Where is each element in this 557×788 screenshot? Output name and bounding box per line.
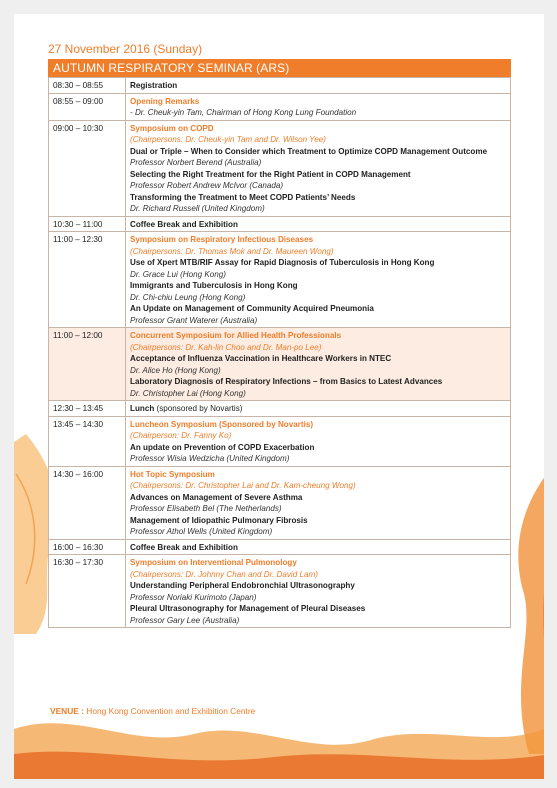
schedule-time: 08:55 – 09:00 [49,93,126,120]
talk-title: Pleural Ultrasonography for Management of Pleural Diseases [130,604,366,613]
talk-speaker: Professor Gary Lee (Australia) [130,615,240,625]
programme-table-frame [48,59,511,628]
session-subtitle: - Dr. Cheuk-yin Tam, Chairman of Hong Kong Lung Foundation [130,108,357,117]
programme-page [14,14,544,779]
session-title-text: Opening Remarks [130,96,200,106]
schedule-time: 08:30 – 08:55 [49,78,126,94]
schedule-content [126,232,511,328]
schedule-time: 12:30 – 13:45 [49,401,126,417]
schedule-time: 11:00 – 12:30 [49,232,126,328]
talk-speaker: Professor Athol Wells (United Kingdom) [130,527,273,536]
session-title-text: Registration [130,81,178,90]
session-title [130,234,506,246]
session-title [130,419,506,431]
talk-speaker: Professor Grant Waterer (Australia) [130,315,258,325]
talk-speaker: Dr. Christopher Lai (Hong Kong) [130,388,246,398]
session-title-text: Symposium on Interventional Pulmonology [130,558,297,567]
schedule-row [49,120,511,216]
programme-table [48,77,511,628]
session-title-text: Luncheon Symposium (Sponsored by Novartis) [130,419,314,429]
schedule-row [49,328,511,401]
schedule-row [49,216,511,232]
talk-speaker: Professor Norbert Berend (Australia) [130,158,262,167]
talk-title: Acceptance of Influenza Vaccination in Healthcare Workers in NTEC [130,354,392,363]
schedule-content [126,555,511,628]
session-chairpersons: (Chairpersons: Dr. Thomas Mok and Dr. Maureen Wong) [130,246,334,256]
schedule-content [126,401,511,417]
session-title [130,80,506,92]
session-title-text: Coffee Break and Exhibition [130,542,238,552]
session-title-text: Symposium on COPD [130,123,214,133]
talk-title: Understanding Peripheral Endobronchial Ultrasonography [130,581,355,590]
schedule-content [126,539,511,555]
schedule-row [49,466,511,539]
schedule-row [49,416,511,466]
schedule-time: 16:30 – 17:30 [49,555,126,628]
schedule-time: 13:45 – 14:30 [49,416,126,466]
talk-title: An update on Prevention of COPD Exacerbation [130,442,315,452]
session-title [130,96,506,108]
talk-speaker: Dr. Alice Ho (Hong Kong) [130,365,221,375]
schedule-row [49,78,511,94]
schedule-row [49,93,511,120]
schedule-content [126,416,511,466]
venue-value: Hong Kong Convention and Exhibition Centre [83,706,256,716]
event-date: 27 November 2016 (Sunday) [48,42,203,56]
schedule-content [126,466,511,539]
talk-title: Transforming the Treatment to Meet COPD Patients’ Needs [130,192,356,202]
venue-line [50,706,255,716]
session-chairpersons: (Chairpersons: Dr. Cheuk-yin Tam and Dr. Wilson Yee) [130,135,326,144]
talk-speaker: Dr. Chi-chiu Leung (Hong Kong) [130,292,246,302]
talk-speaker: Professor Robert Andrew McIvor (Canada) [130,181,284,190]
session-title-text: Lunch [130,404,155,413]
session-chairpersons: (Chairpersons: Dr. Kah-lin Choo and Dr. Man-po Lee) [130,342,322,352]
session-chairpersons: (Chairpersons: Dr. Johnny Chan and Dr. David Lam) [130,569,318,579]
schedule-time: 10:30 – 11:00 [49,216,126,232]
schedule-content [126,216,511,232]
talk-title: Dual or Triple – When to Consider which Treatment to Optimize COPD Management Outcome [130,146,488,156]
session-title [130,557,506,569]
schedule-row [49,401,511,417]
schedule-time: 09:00 – 10:30 [49,120,126,216]
schedule-row [49,232,511,328]
talk-speaker: Dr. Richard Russell (United Kingdom) [130,204,265,213]
talk-title: Laboratory Diagnosis of Respiratory Infections – from Basics to Latest Advances [130,377,443,386]
talk-title: Selecting the Right Treatment for the Right Patient in COPD Management [130,169,411,179]
schedule-content [126,78,511,94]
session-title [130,219,506,231]
talk-speaker: Dr. Grace Lui (Hong Kong) [130,269,226,279]
session-title-text: Concurrent Symposium for Allied Health Professionals [130,331,342,340]
talk-title: Immigrants and Tuberculosis in Hong Kong [130,281,298,290]
schedule-row [49,539,511,555]
session-title [130,542,506,554]
session-title [130,123,506,135]
schedule-time: 14:30 – 16:00 [49,466,126,539]
session-title-text: Hot Topic Symposium [130,469,215,479]
talk-title: An Update on Management of Community Acquired Pneumonia [130,304,374,313]
session-title [130,403,506,415]
talk-title: Advances on Management of Severe Asthma [130,492,303,502]
venue-label: VENUE : [50,706,84,716]
schedule-time: 16:00 – 16:30 [49,539,126,555]
talk-speaker: Professor Elisabeth Bel (The Netherlands) [130,504,282,513]
session-title [130,469,506,481]
talk-speaker: Professor Wisia Wedzicha (United Kingdom) [130,454,290,463]
schedule-time: 11:00 – 12:00 [49,328,126,401]
session-title-text: Symposium on Respiratory Infectious Diseases [130,235,314,244]
session-title [130,330,506,342]
session-chairpersons: (Chairpersons: Dr. Christopher Lai and Dr. Kam-cheung Wong) [130,481,356,490]
schedule-row [49,555,511,628]
talk-title: Management of Idiopathic Pulmonary Fibrosis [130,515,308,525]
schedule-content [126,120,511,216]
session-note: (sponsored by Novartis) [154,404,243,413]
autumn-leaves-bottom-decoration [14,689,544,779]
session-title-text: Coffee Break and Exhibition [130,219,238,229]
talk-title: Use of Xpert MTB/RIF Assay for Rapid Diagnosis of Tuberculosis in Hong Kong [130,258,435,267]
session-chairpersons: (Chairperson: Dr. Fanny Ko) [130,431,232,440]
seminar-banner: AUTUMN RESPIRATORY SEMINAR (ARS) [48,59,511,77]
schedule-content [126,328,511,401]
talk-speaker: Professor Noriaki Kurimoto (Japan) [130,592,257,602]
schedule-content [126,93,511,120]
